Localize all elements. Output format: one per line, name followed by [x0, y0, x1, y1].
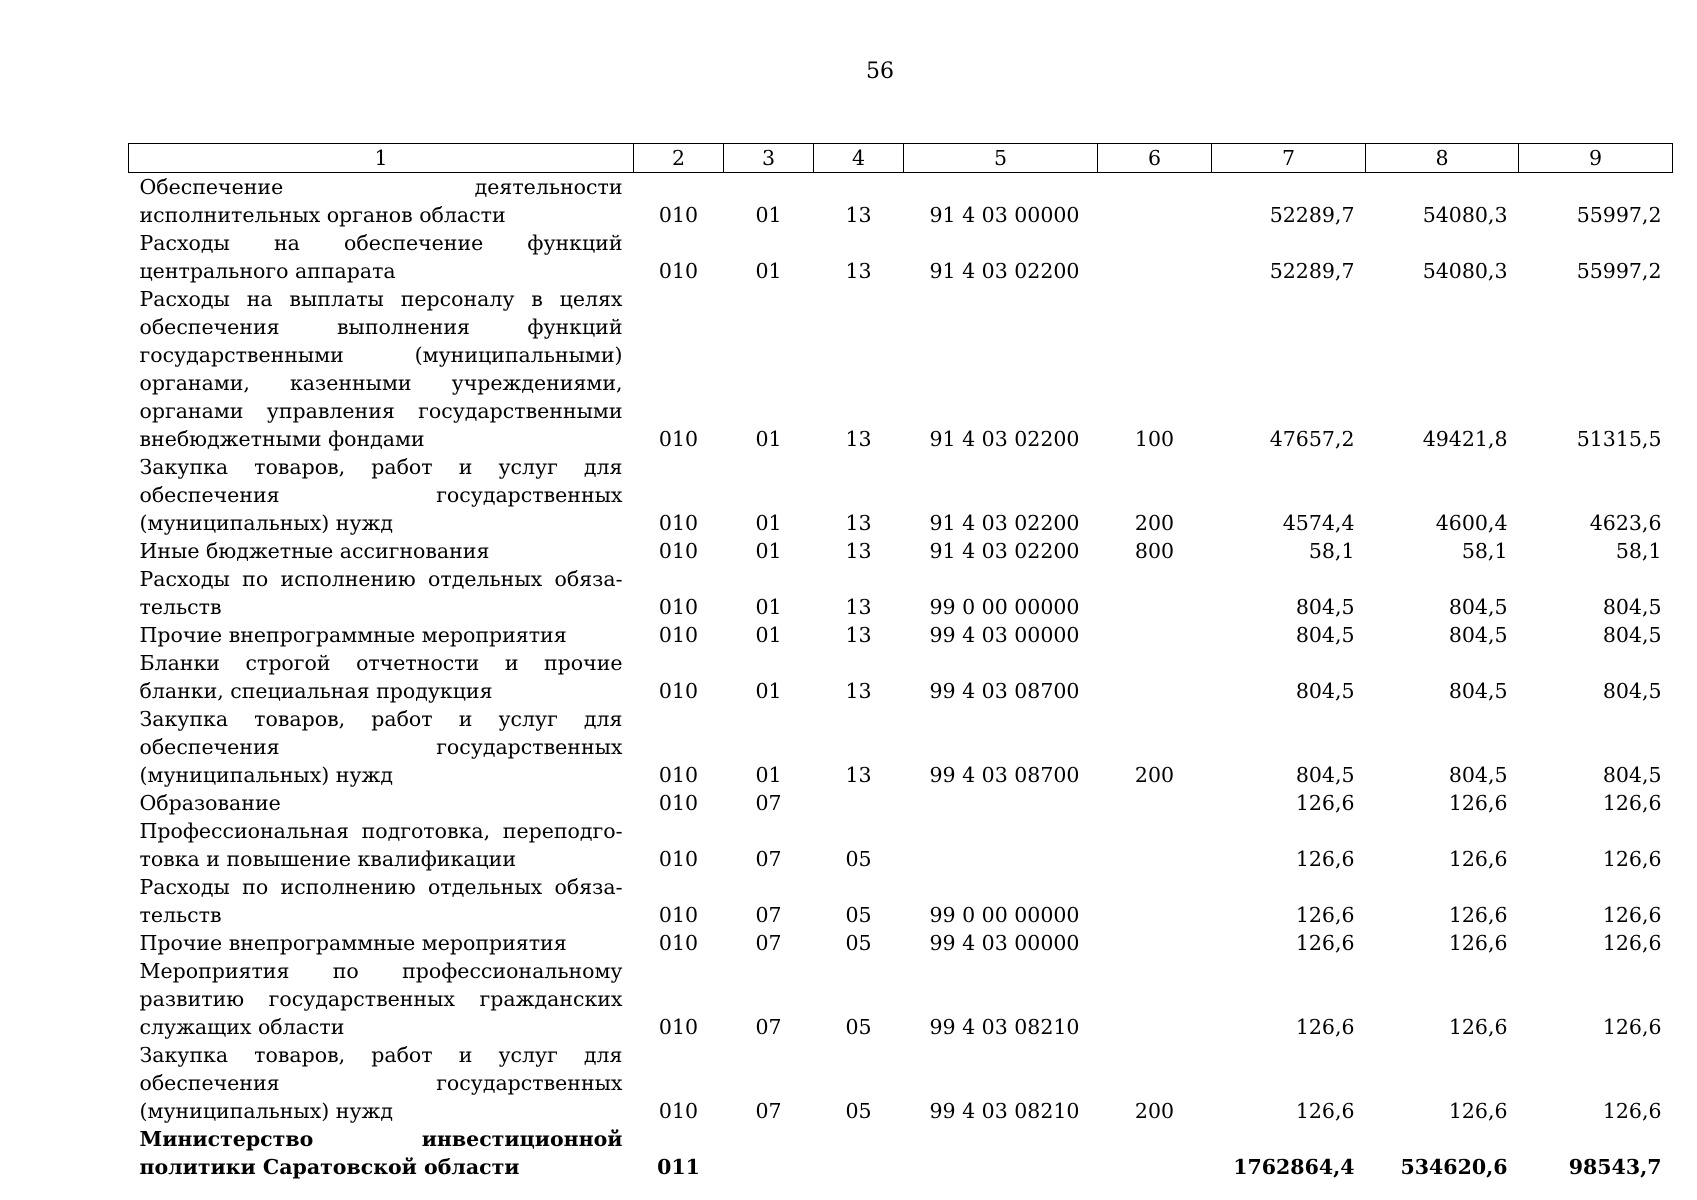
target-article-code: 99 4 03 00000: [929, 931, 1080, 955]
amount-year-3: 126,6: [1602, 1099, 1662, 1123]
amount-year-1: 58,1: [1308, 539, 1355, 563]
expense-type-code: [1098, 873, 1212, 929]
row-name: Мероприятия по профессиональному развитию государственных гражданских служащих области: [139, 959, 623, 1039]
expense-type-code: [1098, 957, 1212, 1041]
amount-year-2: 804,5: [1448, 763, 1508, 787]
amount-year-2: 4600,4: [1435, 511, 1508, 535]
expense-type-code: [1098, 621, 1212, 649]
ministry-code: 010: [658, 259, 699, 283]
table-row: [129, 789, 1673, 817]
amount-year-3: 4623,6: [1589, 511, 1662, 535]
row-name: Обеспечение деятельности исполнительных органов области: [139, 175, 623, 227]
table-row: [129, 621, 1673, 649]
page-number: 56: [866, 59, 894, 84]
expense-type-code: 200: [1134, 511, 1175, 535]
subsection-code: 13: [845, 203, 872, 227]
section-code: 07: [755, 1015, 782, 1039]
amount-year-1: 126,6: [1295, 1015, 1355, 1039]
section-code: 07: [755, 1099, 782, 1123]
subsection-code: 13: [845, 763, 872, 787]
amount-year-2: 58,1: [1461, 539, 1508, 563]
amount-year-3: 126,6: [1602, 931, 1662, 955]
target-article-code: 99 0 00 00000: [929, 903, 1080, 927]
amount-year-1: 804,5: [1295, 623, 1355, 647]
expense-type-code: [1098, 229, 1212, 285]
expense-type-code: [1098, 1125, 1212, 1181]
subsection-code: 05: [845, 903, 872, 927]
section-code: 01: [755, 763, 782, 787]
header-row: [129, 144, 1673, 173]
amount-year-1: 126,6: [1295, 931, 1355, 955]
amount-year-2: 804,5: [1448, 623, 1508, 647]
header-cell: 1: [129, 144, 634, 173]
amount-year-1: 4574,4: [1282, 511, 1355, 535]
row-name: Закупка товаров, работ и услуг для обеспечения государственных (муниципальных) нужд: [139, 707, 623, 787]
expense-type-code: [1098, 817, 1212, 873]
subsection-code: 13: [845, 595, 872, 619]
ministry-code: 010: [658, 511, 699, 535]
table-row: [129, 537, 1673, 565]
amount-year-1: 804,5: [1295, 595, 1355, 619]
row-name: Расходы на обеспечение функций центрального аппарата: [139, 231, 623, 283]
section-code: [724, 1125, 814, 1181]
ministry-code: 010: [658, 931, 699, 955]
amount-year-1: 1762864,4: [1233, 1155, 1355, 1179]
header-cell: 5: [904, 144, 1098, 173]
budget-table: [128, 143, 1673, 1181]
header-cell: 6: [1098, 144, 1212, 173]
expense-type-code: 800: [1134, 539, 1175, 563]
target-article-code: 91 4 03 02200: [929, 259, 1080, 283]
row-name: Закупка товаров, работ и услуг для обеспечения государственных (муниципальных) нужд: [139, 1043, 623, 1123]
ministry-code: 010: [658, 791, 699, 815]
amount-year-2: 126,6: [1448, 1015, 1508, 1039]
amount-year-1: 52289,7: [1269, 259, 1355, 283]
table-row: [129, 873, 1673, 929]
table-row: [129, 929, 1673, 957]
header-cell: 3: [724, 144, 814, 173]
target-article-code: 91 4 03 02200: [929, 539, 1080, 563]
target-article-code: 99 4 03 08700: [929, 763, 1080, 787]
amount-year-3: 58,1: [1615, 539, 1662, 563]
amount-year-3: 55997,2: [1576, 203, 1662, 227]
amount-year-2: 54080,3: [1422, 203, 1508, 227]
table-row: [129, 1041, 1673, 1125]
amount-year-3: 804,5: [1602, 623, 1662, 647]
subsection-code: 05: [845, 847, 872, 871]
ministry-code: 010: [658, 763, 699, 787]
target-article-code: 91 4 03 00000: [929, 203, 1080, 227]
target-article-code: 99 4 03 08210: [929, 1099, 1080, 1123]
amount-year-1: 126,6: [1295, 903, 1355, 927]
amount-year-3: 126,6: [1602, 791, 1662, 815]
section-code: 01: [755, 679, 782, 703]
expense-type-code: [1098, 929, 1212, 957]
subsection-code: 13: [845, 259, 872, 283]
amount-year-2: 126,6: [1448, 903, 1508, 927]
row-name: Расходы по исполнению отдельных обязательств: [139, 567, 623, 619]
table-row: [129, 817, 1673, 873]
row-name: Расходы по исполнению отдельных обязательств: [139, 875, 623, 927]
table-row: [129, 173, 1673, 230]
amount-year-3: 804,5: [1602, 679, 1662, 703]
amount-year-2: 126,6: [1448, 1099, 1508, 1123]
subsection-code: 05: [845, 1015, 872, 1039]
ministry-code: 010: [658, 539, 699, 563]
header-cell: 7: [1212, 144, 1366, 173]
target-article-code: [904, 817, 1098, 873]
target-article-code: 91 4 03 02200: [929, 427, 1080, 451]
amount-year-2: 54080,3: [1422, 259, 1508, 283]
ministry-code: 010: [658, 203, 699, 227]
section-code: 01: [755, 539, 782, 563]
section-code: 01: [755, 623, 782, 647]
ministry-code: 010: [658, 427, 699, 451]
amount-year-2: 126,6: [1448, 791, 1508, 815]
ministry-code: 010: [658, 595, 699, 619]
target-article-code: [904, 789, 1098, 817]
row-name: Прочие внепрограммные мероприятия: [139, 623, 567, 647]
amount-year-2: 126,6: [1448, 847, 1508, 871]
table-row: [129, 285, 1673, 453]
ministry-code: 011: [657, 1155, 700, 1179]
ministry-code: 010: [658, 623, 699, 647]
amount-year-3: 51315,5: [1576, 427, 1662, 451]
row-name: Закупка товаров, работ и услуг для обеспечения государственных (муниципальных) нужд: [139, 455, 623, 535]
row-name: Прочие внепрограммные мероприятия: [139, 931, 567, 955]
amount-year-3: 126,6: [1602, 903, 1662, 927]
table-row: [129, 705, 1673, 789]
amount-year-1: 126,6: [1295, 1099, 1355, 1123]
subsection-code: 05: [845, 1099, 872, 1123]
subsection-code: [814, 1125, 904, 1181]
ministry-code: 010: [658, 679, 699, 703]
table-row: [129, 1125, 1673, 1181]
section-code: 01: [755, 595, 782, 619]
expense-type-code: 200: [1134, 763, 1175, 787]
target-article-code: 91 4 03 02200: [929, 511, 1080, 535]
section-code: 01: [755, 203, 782, 227]
subsection-code: 13: [845, 511, 872, 535]
section-code: 07: [755, 791, 782, 815]
amount-year-3: 126,6: [1602, 847, 1662, 871]
expense-type-code: [1098, 565, 1212, 621]
subsection-code: 13: [845, 539, 872, 563]
section-code: 01: [755, 511, 782, 535]
subsection-code: [814, 789, 904, 817]
header-cell: 4: [814, 144, 904, 173]
section-code: 07: [755, 903, 782, 927]
amount-year-2: 534620,6: [1400, 1155, 1508, 1179]
table-row: [129, 957, 1673, 1041]
amount-year-2: 126,6: [1448, 931, 1508, 955]
section-code: 01: [755, 259, 782, 283]
amount-year-1: 52289,7: [1269, 203, 1355, 227]
amount-year-3: 804,5: [1602, 763, 1662, 787]
amount-year-3: 98543,7: [1568, 1155, 1662, 1179]
target-article-code: 99 4 03 08700: [929, 679, 1080, 703]
amount-year-2: 804,5: [1448, 679, 1508, 703]
amount-year-1: 804,5: [1295, 763, 1355, 787]
amount-year-1: 126,6: [1295, 791, 1355, 815]
row-name: Профессиональная подготовка, переподготовка и повышение квалификации: [139, 819, 623, 871]
row-name: Министерство инвестиционной политики Саратовской области: [139, 1127, 623, 1179]
subsection-code: 13: [845, 679, 872, 703]
subsection-code: 05: [845, 931, 872, 955]
amount-year-1: 804,5: [1295, 679, 1355, 703]
amount-year-3: 126,6: [1602, 1015, 1662, 1039]
table-row: [129, 229, 1673, 285]
section-code: 01: [755, 427, 782, 451]
amount-year-1: 47657,2: [1269, 427, 1355, 451]
table-body: [129, 173, 1673, 1182]
header-cell: 8: [1366, 144, 1519, 173]
amount-year-3: 804,5: [1602, 595, 1662, 619]
expense-type-code: [1098, 649, 1212, 705]
expense-type-code: 200: [1134, 1099, 1175, 1123]
table-row: [129, 453, 1673, 537]
table-row: [129, 649, 1673, 705]
ministry-code: 010: [658, 903, 699, 927]
target-article-code: 99 0 00 00000: [929, 595, 1080, 619]
subsection-code: 13: [845, 623, 872, 647]
table-row: [129, 565, 1673, 621]
amount-year-2: 804,5: [1448, 595, 1508, 619]
header-cell: 9: [1519, 144, 1673, 173]
expense-type-code: [1098, 789, 1212, 817]
header-cell: 2: [634, 144, 724, 173]
row-name: Иные бюджетные ассигнования: [139, 539, 490, 563]
row-name: Бланки строгой отчетности и прочие бланки, специальная продукция: [139, 651, 623, 703]
ministry-code: 010: [658, 847, 699, 871]
row-name: Расходы на выплаты персоналу в целях обеспечения выполнения функций государственными (муниципальными) органами, казенными учреждениями, органами управления государственными внебюджетными фондами: [139, 287, 623, 451]
amount-year-3: 55997,2: [1576, 259, 1662, 283]
row-name: Образование: [139, 791, 281, 815]
ministry-code: 010: [658, 1015, 699, 1039]
target-article-code: [904, 1125, 1098, 1181]
amount-year-2: 49421,8: [1422, 427, 1508, 451]
target-article-code: 99 4 03 00000: [929, 623, 1080, 647]
target-article-code: 99 4 03 08210: [929, 1015, 1080, 1039]
expense-type-code: [1098, 173, 1212, 230]
expense-type-code: 100: [1134, 427, 1175, 451]
ministry-code: 010: [658, 1099, 699, 1123]
section-code: 07: [755, 931, 782, 955]
section-code: 07: [755, 847, 782, 871]
subsection-code: 13: [845, 427, 872, 451]
amount-year-1: 126,6: [1295, 847, 1355, 871]
